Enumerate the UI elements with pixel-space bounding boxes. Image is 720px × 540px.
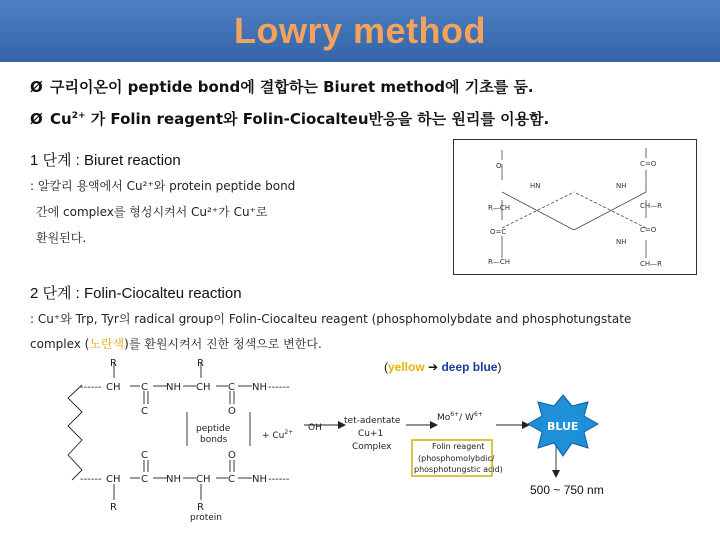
yellow-highlight: 노란색 [89,337,125,351]
bs-label-chr-1: CH—R [640,202,663,210]
dashes-top-left: ------ [80,382,102,393]
bullet-arrow-icon: Ø [30,78,43,96]
bullet-2-sup: 2+ [71,111,86,121]
plus-cu: + Cu [262,431,285,441]
dashes-top-right: ------ [268,382,290,393]
folin-label-3: phosphotungstic acid) [414,465,503,474]
c-bottom-2: C [228,474,235,485]
ch-top-2: CH [196,382,211,393]
nh-bottom-1: NH [166,474,181,485]
step-1-line-2: 간에 complex를 형성시켜서 Cu²⁺가 Cu⁺로 [36,205,268,219]
bs-label-rch-2: R—CH [488,258,511,266]
bs-label-co-2: C=O [640,226,657,234]
bs-label-nh-2: NH [616,238,627,246]
mo-w-label [437,411,483,423]
nh-top-2: NH [252,382,267,393]
blue-label: BLUE [547,420,579,433]
c-mid-2: C [141,450,148,461]
bullet-2-text-b: 가 Folin reagent와 Folin-Ciocalteu반응을 하는 원리를 이용함. [85,110,550,128]
w-sup: 6+ [473,411,483,418]
o-mid-2: O [228,450,236,461]
paren-close: ) [497,360,502,374]
tet-label-3: Complex [352,442,392,452]
step-2-line-2a: complex ( [30,337,90,351]
step-2-line-2b: )를 환원시켜서 진한 청색으로 변한다. [124,337,322,351]
nh-bottom-2: NH [252,474,267,485]
oh-label: OH⁻ [308,423,327,433]
bs-label-chr-2: CH—R [640,260,663,268]
step-2-heading: 2 단계 : Folin-Ciocalteu reaction [30,285,242,302]
o-mid-1: O [228,406,236,417]
to-color: deep blue [441,360,498,374]
bs-label-co: C=O [640,160,657,168]
r-top-1: R [110,358,117,369]
r-top-2: R [197,358,204,369]
cu-label [262,429,293,441]
step-2-line-1: : Cu⁺와 Trp, Tyr의 radical group이 Folin-Ciocalteu reagent (phosphomolybdate and phosphotungstate [30,312,632,326]
bs-label-o: O [496,162,502,170]
bonds-label: bonds [200,435,228,445]
dashes-bottom-left: ------ [80,474,102,485]
c-top-2: C [228,382,235,393]
tet-label-2: Cu+1 [358,429,384,439]
from-color: yellow [388,360,425,374]
bs-label-oc: O=C [490,228,507,236]
wavelength-label: 500 ~ 750 nm [530,483,604,497]
bullet-arrow-icon: Ø [30,110,43,128]
bs-label-rch-1: R—CH [488,204,511,212]
c-bottom-1: C [141,474,148,485]
bs-label-nh: NH [616,182,627,190]
mo-text: Mo [437,413,451,423]
nh-top-1: NH [166,382,181,393]
bs-label-hn: HN [530,182,541,190]
step-1-heading: 1 단계 : Biuret reaction [30,152,181,169]
folin-label-1: Folin reagent [432,442,485,451]
protein-label: protein [190,513,222,523]
r-bottom-1: R [110,502,117,513]
ch-bottom-1: CH [106,474,121,485]
tet-label-1: tet-adentate [344,416,401,426]
c-mid-1: C [141,406,148,417]
mo-sup: 6+ [450,411,460,418]
ch-top-1: CH [106,382,121,393]
paren-open: ( [384,360,388,374]
c-top-1: C [141,382,148,393]
step-1-line-1: : 알칼리 용액에서 Cu²⁺와 protein peptide bond [30,179,296,193]
arrow-right-icon: ➔ [428,360,439,374]
bullet-1-text: 구리이온이 peptide bond에 결합하는 Biuret method에 기초를 둠. [50,78,534,96]
slide-title: Lowry method [233,10,486,51]
folin-label-2: (phosphomolybdic/ [418,454,495,463]
step-1-line-3: 환원된다. [36,231,87,245]
ch-bottom-2: CH [196,474,211,485]
cu-sup: 2+ [284,429,294,436]
r-bottom-2: R [197,502,204,513]
w-text: / W [459,413,474,423]
peptide-label: peptide [196,424,231,434]
bullet-2-text-a: Cu [50,110,72,128]
dashes-bottom-right: ------ [268,474,290,485]
